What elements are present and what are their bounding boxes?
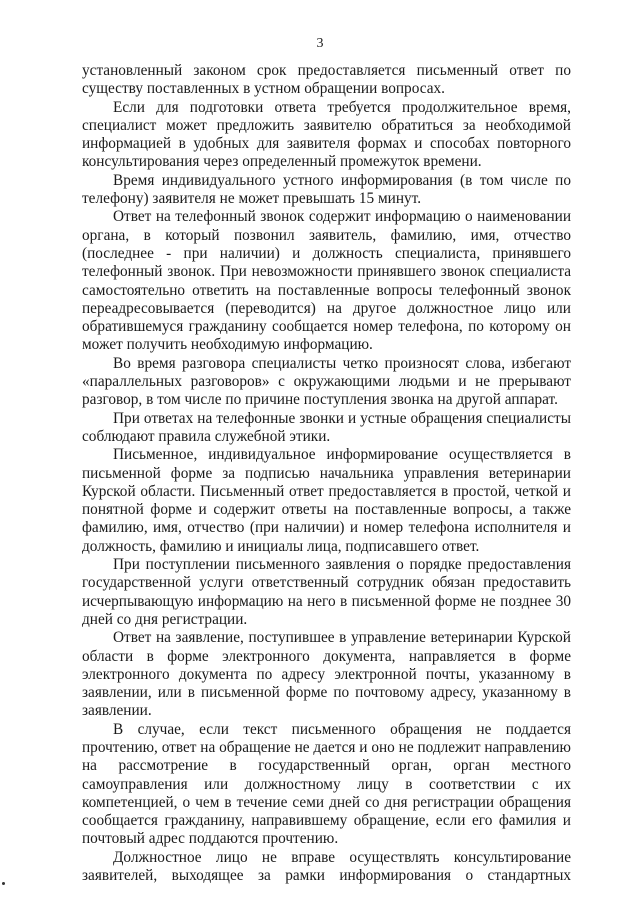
scan-mark <box>2 882 5 885</box>
paragraph-service-ethics: При ответах на телефонные звонки и устные обращения специалисты соблюдают правила служебной этики. <box>82 409 571 445</box>
page-number: 3 <box>316 36 324 51</box>
paragraph-continuation: установленный законом срок предоставляется письменный ответ по существу поставленных в устном обращении вопросах. <box>82 62 571 98</box>
paragraph-conversation-rules: Во время разговора специалисты четко произносят слова, избегают «параллельных разговоров» с окружающими людьми и не прерывают разговор, в том числе по причине поступления звонка на другой аппарат. <box>82 354 571 409</box>
paragraph-written-application: При поступлении письменного заявления о порядке предоставления государственной услуги ответственный сотрудник обязан предоставить исчерпывающую информацию на него в письменной форме не позднее 30 дней со дня регистрации. <box>82 556 571 628</box>
paragraph-official-restriction: Должностное лицо не вправе осуществлять консультирование заявителей, выходящее за рамки информирования о стандартных <box>82 848 571 885</box>
document-body <box>82 62 571 885</box>
paragraph-long-preparation: Если для подготовки ответа требуется продолжительное время, специалист может предложить заявителю обратиться за необходимой информацией в удобных для заявителя формах и способах повторного консультирования через определенный промежуток времени. <box>82 98 571 171</box>
paragraph-unreadable-request: В случае, если текст письменного обращения не поддается прочтению, ответ на обращение не дается и оно не подлежит направлению на рассмотрение в государственный орган, орган местного самоуправления или должностному лицу в соответствии с их компетенцией, о чем в течение семи дней со дня регистрации обращения сообщается гражданину, направившему обращение, если его фамилия и почтовый адрес поддаются прочтению. <box>82 720 571 848</box>
paragraph-phone-answer: Ответ на телефонный звонок содержит информацию о наименовании органа, в который позвонил заявитель, фамилию, имя, отчество (последнее - при наличии) и должность специалиста, принявшего телефонный звонок. При невозможности принявшего звонок специалиста самостоятельно ответить на поставленные вопросы телефонный звонок переадресовывается (переводится) на другое должностное лицо или обратившемуся гражданину сообщается номер телефона, по которому он может получить необходимую информацию. <box>82 208 571 354</box>
paragraph-electronic-reply: Ответ на заявление, поступившее в управление ветеринарии Курской области в форме электронного документа, направляется в форме электронного документа по адресу электронной почты, указанному в заявлении, или в письменной форме по почтовому адресу, указанному в заявлении. <box>82 629 571 720</box>
paragraph-written-informing: Письменное, индивидуальное информирование осуществляется в письменной форме за подписью начальника управления ветеринарии Курской области. Письменный ответ предоставляется в простой, четкой и понятной форме и содержит ответы на поставленные вопросы, а также фамилию, имя, отчество (при наличии) и номер телефона исполнителя и должность, фамилию и инициалы лица, подписавшего ответ. <box>82 446 571 555</box>
paragraph-oral-time-limit: Время индивидуального устного информирования (в том числе по телефону) заявителя не может превышать 15 минут. <box>82 171 571 208</box>
